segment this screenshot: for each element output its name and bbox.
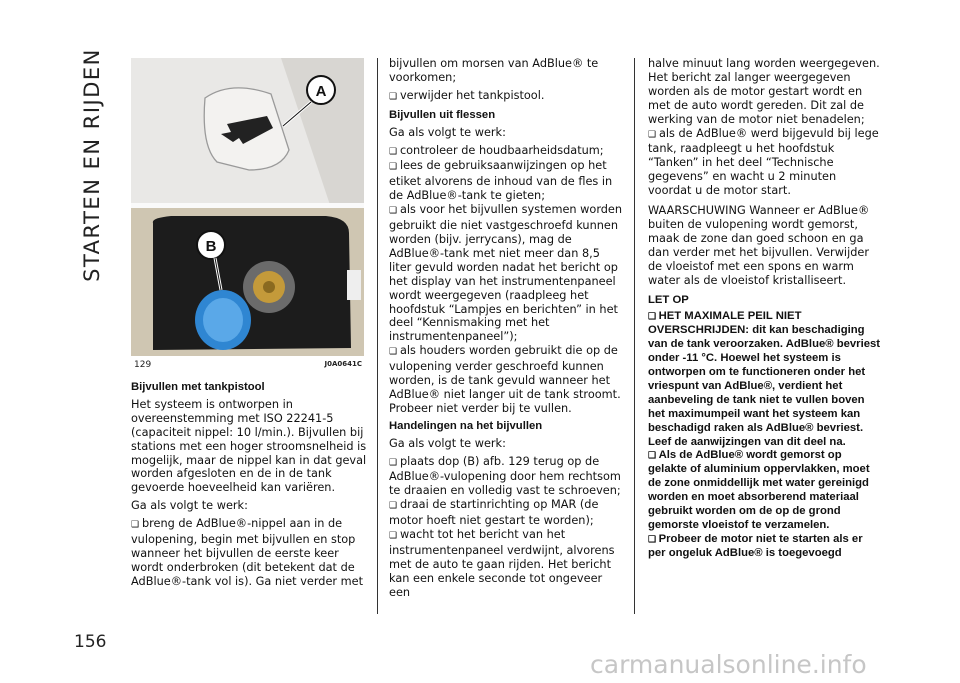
caution-item: ❑ HET MAXIMALE PEIL NIET OVERSCHRIJDEN: dit kan beschadiging van de tank veroorzaken. AdBlue® bevriest onder -11 °C. Hoewel het systeem is ontworpen om te functioneren onder het vriespunt van AdBlue®, verdient het aanbeveling de tank niet te vullen boven het maximumpeil want het systeem kan beschadigd raken als AdBlue® bevriest. Leef de aanwijzingen van dit deel na. <box>648 310 882 449</box>
heading-tankpistool: Bijvullen met tankpistool <box>131 381 265 393</box>
bullet-item: ❑ breng de AdBlue®-nippel aan in de vulopening, begin met bijvullen en stop wanneer het bijvullen de eerste keer wordt onderbroken (dit betekent dat de AdBlue®-tank vol is). Ga niet verder met <box>131 517 367 589</box>
figure-illustration <box>131 58 364 356</box>
paragraph: Ga als volgt te werk: <box>131 499 248 513</box>
figure-129 <box>131 58 364 356</box>
column-divider <box>634 58 635 614</box>
bullet-item: ❑ draai de startinrichting op MAR (de motor hoeft niet gestart te worden); <box>389 498 625 528</box>
label-b: B <box>205 238 217 255</box>
heading-flessen: Bijvullen uit flessen <box>389 108 496 121</box>
figure-code: J0A0641C <box>324 360 362 368</box>
heading-let-op: LET OP <box>648 293 689 306</box>
bullet-item: ❑ verwijder het tankpistool. <box>389 89 625 105</box>
label-a: A <box>315 83 327 100</box>
heading-na-bijvullen: Handelingen na het bijvullen <box>389 419 543 432</box>
watermark: carmanualsonline.info <box>590 650 867 679</box>
paragraph: bijvullen om morsen van AdBlue® te voorkomen; <box>389 57 599 84</box>
column-1 <box>131 378 367 593</box>
warning-paragraph: WAARSCHUWING Wanneer er AdBlue® buiten de vulopening wordt gemorst, maak de zone dan goed schoon en ga dan verder met het bijvullen. Verwijder de vloeistof met een spons en warm water als de vloeistof kristalliseert. <box>648 204 870 287</box>
bullet-item: ❑ wacht tot het bericht van het instrumentenpaneel verdwijnt, alvorens met de auto te gaan rijden. Het bericht kan een enkele seconde tot ongeveer een <box>389 528 625 600</box>
column-2 <box>389 57 625 604</box>
page-number: 156 <box>74 632 107 652</box>
side-section-title: STARTEN EN RIJDEN <box>80 48 104 282</box>
figure-number: 129 <box>134 360 152 370</box>
bullet-item: ❑ als de AdBlue® werd bijgevuld bij lege tank, raadpleegt u het hoofdstuk “Tanken” in het deel “Technische gegevens” en wacht u 2 minuten voordat u de motor start. <box>648 127 882 199</box>
caution-item: ❑ Als de AdBlue® wordt gemorst op gelakte of aluminium oppervlakken, moet de zone onmiddellijk met water gereinigd worden en moet absorberend materiaal gebruikt worden om de op de grond gemorste vloeistof te verzamelen. <box>648 449 882 532</box>
paragraph: Ga als volgt te werk: <box>389 125 506 139</box>
caution-item: ❑ Probeer de motor niet te starten als er per ongeluk AdBlue® is toegevoegd <box>648 533 882 561</box>
column-divider <box>377 58 378 614</box>
paragraph: Ga als volgt te werk: <box>389 436 506 450</box>
bullet-item: ❑ controleer de houdbaarheidsdatum; <box>389 144 625 160</box>
paragraph: Het systeem is ontworpen in overeenstemming met ISO 22241-5 (capaciteit nippel: 10 l/min.). Bijvullen bij stations met een hoger stroomsnelheid is mogelijk, maar de nippel kan in dat geval worden afgesloten en de in de tank gevoerde hoeveelheid kan variëren. <box>131 397 367 495</box>
bullet-item: ❑ lees de gebruiksaanwijzingen op het etiket alvorens de inhoud van de fles in de AdBlue®-tank te gieten; <box>389 159 625 203</box>
column-3 <box>648 57 882 565</box>
figure-caption <box>134 360 362 370</box>
bullet-item: ❑ plaats dop (B) afb. 129 terug op de AdBlue®-vulopening door hem rechtsom te draaien en volledig vast te schroeven; <box>389 455 625 499</box>
paragraph: halve minuut lang worden weergegeven. Het bericht zal langer weergegeven worden als de motor gestart wordt en met de auto wordt gereden. Dit zal de werking van de motor niet benadelen; <box>648 57 880 126</box>
bullet-item: ❑ als voor het bijvullen systemen worden gebruikt die niet vastgeschroefd kunnen worden (bijv. jerrycans), mag de AdBlue®-tank met niet meer dan 8,5 liter gevuld worden nadat het bericht op het display van het instrumentenpaneel wordt weergegeven (raadpleeg het hoofdstuk “Lampjes en berichten” in het deel “Kennismaking met het instrumentenpaneel”); <box>389 203 625 344</box>
bullet-item: ❑ als houders worden gebruikt die op de vulopening verder geschroefd kunnen worden, is de tank gevuld wanneer het AdBlue® niet langer uit de tank stroomt. Probeer niet verder bij te vullen. <box>389 344 625 416</box>
